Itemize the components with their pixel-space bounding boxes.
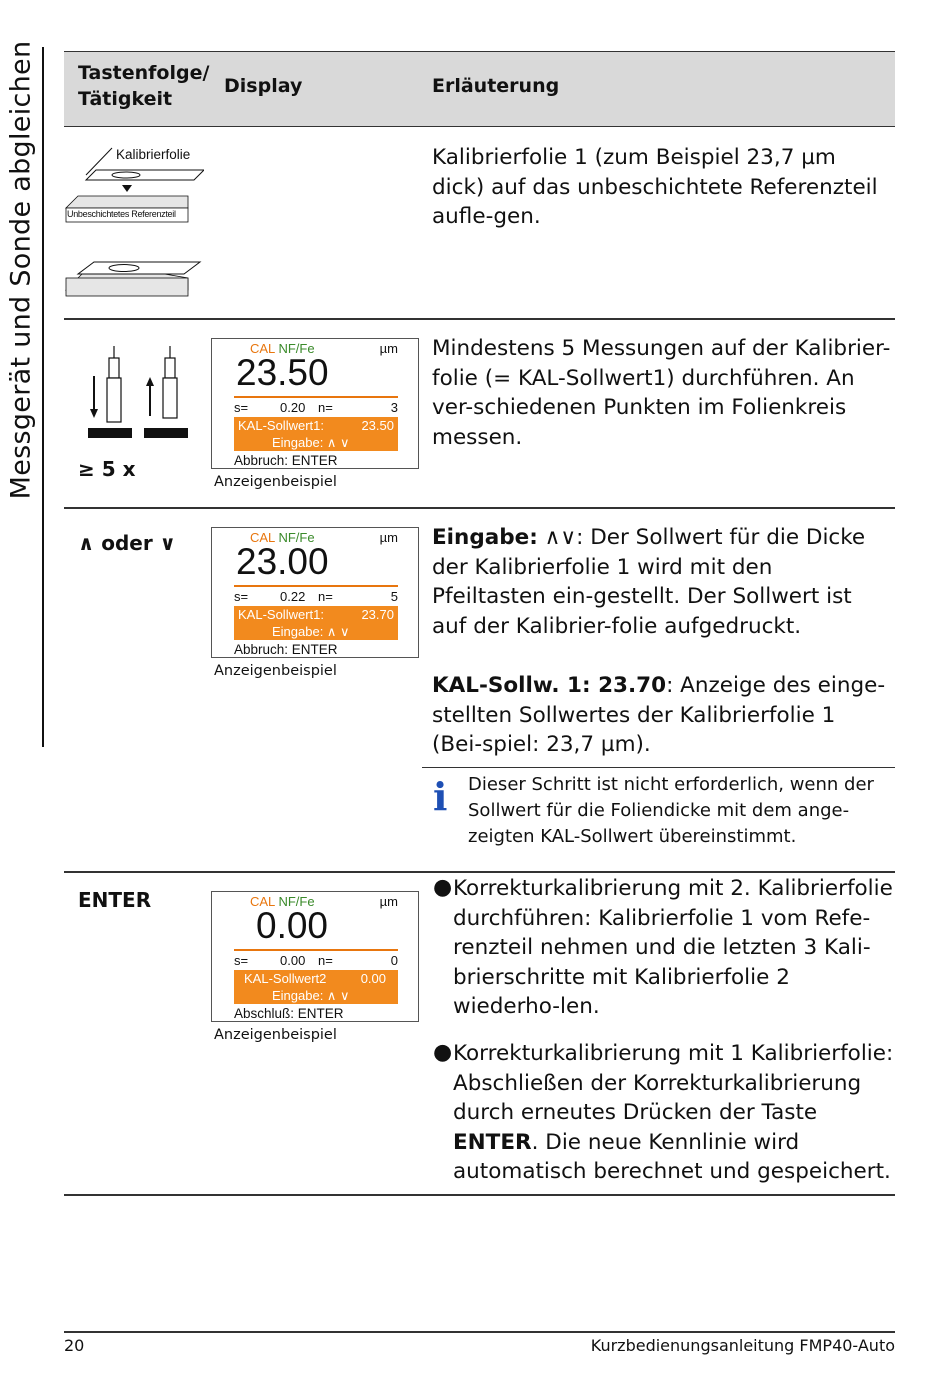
info-divider: [422, 767, 895, 768]
display-mode: CAL NF/Fe: [250, 894, 315, 909]
figure-label-reference-part: Unbeschichtetes Referenzteil: [67, 209, 176, 219]
display-stats: s= 0.00 n= 0: [234, 953, 398, 968]
calibration-foil-figure: [64, 140, 204, 305]
row3-text-input: Eingabe: ∧∨: Der Sollwert für die Dicke der Kalibrierfolie 1 wird mit den Pfeiltasten ein-gestellt. Der Sollwert ist auf der Kalibrier-folie aufgedruckt.: [432, 525, 866, 639]
bullet-two-foils: Korrekturkalibrierung mit 2. Kalibrierfolie durchführen: Kalibrierfolie 1 vom Refe-renzteil nehmen und die letzten 3 Kali-brierschritte mit Kalibrierfolie 2 wiederho-len.: [453, 876, 893, 1019]
info-icon: i: [433, 774, 448, 819]
header-key-sequence: Tastenfolge/ Tätigkeit: [78, 62, 210, 110]
device-display: [211, 891, 419, 1022]
display-mode: CAL NF/Fe: [250, 530, 315, 545]
display-footer: Abbruch: ENTER: [234, 453, 338, 468]
display-caption: Anzeigenbeispiel: [214, 474, 337, 490]
display-caption: Anzeigenbeispiel: [214, 663, 337, 679]
repeat-count: ≥ 5 x: [78, 457, 136, 481]
display-value: 23.00: [236, 541, 329, 582]
bullet-icon: ●: [433, 1040, 453, 1065]
display-unit: µm: [379, 341, 398, 356]
page-number: 20: [64, 1336, 85, 1355]
display-stats: s= 0.22 n= 5: [234, 589, 398, 604]
row-divider: [64, 507, 895, 509]
display-separator: [234, 585, 398, 587]
display-separator: [234, 396, 398, 398]
device-display: [211, 338, 419, 469]
footer-rule: [64, 1331, 895, 1333]
table-header: [64, 51, 895, 127]
display-footer: Abbruch: ENTER: [234, 642, 338, 657]
display-setpoint-panel: KAL-Sollwert1: 23.70 Eingabe: ∧ ∨: [234, 606, 398, 640]
row-divider: [64, 871, 895, 873]
display-unit: µm: [379, 530, 398, 545]
table-bottom-rule: [64, 1194, 895, 1196]
header-display: Display: [224, 75, 303, 97]
display-value: 0.00: [256, 905, 329, 946]
arrow-keys-label: ∧ oder ∨: [78, 531, 176, 555]
probe-measure-icon: [84, 346, 194, 446]
bullet-icon: ●: [433, 875, 453, 900]
row1-text: Kalibrierfolie 1 (zum Beispiel 23,7 µm dick) auf das unbeschichtete Referenzteil aufle-gen.: [432, 145, 878, 229]
bullet-one-foil: Korrekturkalibrierung mit 1 Kalibrierfolie: Abschließen der Korrekturkalibrierung durch erneutes Drücken der Taste ENTER. Die neue Kennlinie wird automatisch berechnet und gespeichert.: [453, 1041, 894, 1184]
display-setpoint-panel: KAL-Sollwert2 0.00 Eingabe: ∧ ∨: [234, 970, 398, 1004]
sidebar-divider: [42, 47, 44, 747]
display-stats: s= 0.20 n= 3: [234, 400, 398, 415]
device-display: [211, 527, 419, 658]
header-explanation: Erläuterung: [432, 75, 560, 97]
row2-text: Mindestens 5 Messungen auf der Kalibrier-folie (= KAL-Sollwert1) durchführen. An ver-schiedenen Punkten im Folienkreis messen.: [432, 336, 891, 450]
display-mode: CAL NF/Fe: [250, 341, 315, 356]
row3-text-setpoint: KAL-Sollw. 1: 23.70: Anzeige des einge-stellten Sollwertes der Kalibrierfolie 1 (Bei-spiel: 23,7 µm).: [432, 673, 886, 757]
display-unit: µm: [379, 894, 398, 909]
sidebar-title: Messgerät und Sonde abgleichen: [5, 40, 37, 500]
display-separator: [234, 949, 398, 951]
document-title: Kurzbedienungsanleitung FMP40-Auto: [590, 1336, 895, 1355]
display-value: 23.50: [236, 352, 329, 393]
info-note: Dieser Schritt ist nicht erforderlich, wenn der Sollwert für die Foliendicke mit dem ange-zeigten KAL-Sollwert übereinstimmt.: [468, 774, 874, 847]
display-caption: Anzeigenbeispiel: [214, 1027, 337, 1043]
figure-label-foil: Kalibrierfolie: [116, 147, 191, 162]
display-footer: Abschluß: ENTER: [234, 1006, 344, 1021]
display-setpoint-panel: KAL-Sollwert1: 23.50 Eingabe: ∧ ∨: [234, 417, 398, 451]
enter-key-label: ENTER: [78, 888, 152, 912]
row-divider: [64, 318, 895, 320]
